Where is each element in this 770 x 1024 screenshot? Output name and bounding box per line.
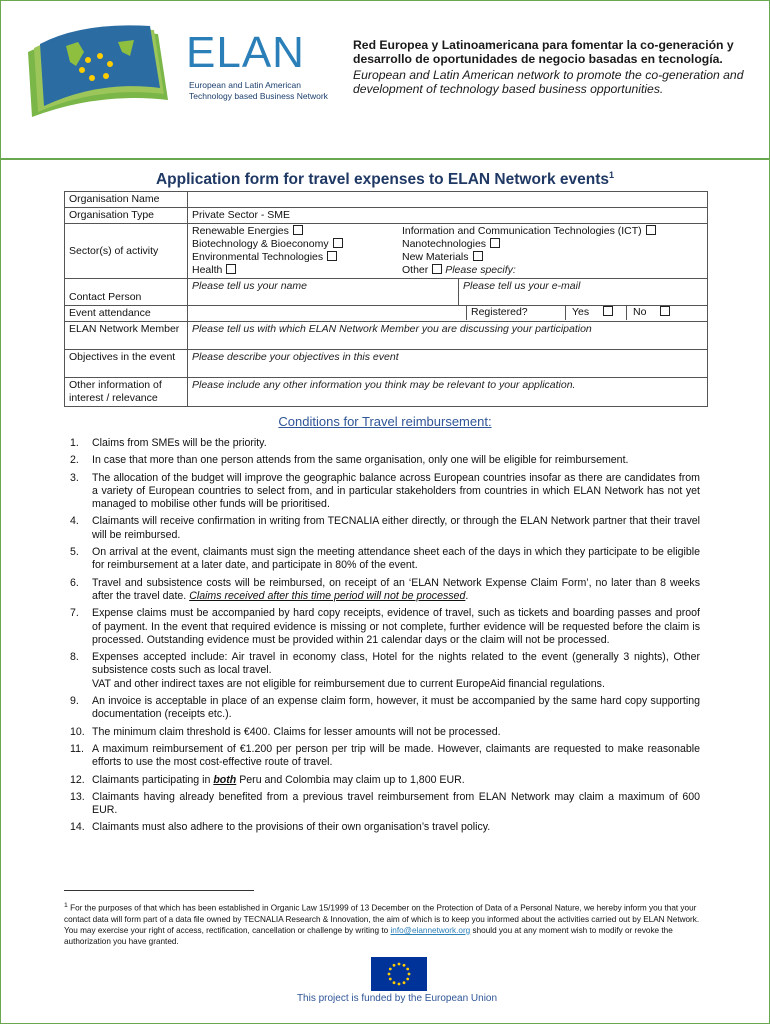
application-form — [64, 191, 708, 407]
conditions-list — [64, 437, 700, 839]
member-label: ELAN Network Member — [65, 322, 188, 350]
list-item: 2. In case that more than one person attends from the same organisation, only one will be eligible for reimbursement. — [70, 454, 629, 467]
contact-email-field[interactable]: Please tell us your e-mail — [459, 279, 708, 306]
org-name-field[interactable] — [188, 192, 708, 208]
registered-no[interactable]: No — [626, 306, 670, 320]
objectives-label: Objectives in the event — [65, 350, 188, 378]
tagline-english: European and Latin American network to promote the co-generation and development of technology based business opportunities. — [353, 68, 744, 96]
list-item: 1. Claims from SMEs will be the priority. — [70, 437, 267, 449]
conditions-title: Conditions for Travel reimbursement: — [278, 414, 492, 429]
contact-name-field[interactable]: Please tell us your name — [188, 279, 459, 306]
other-specify-hint: Please specify: — [445, 264, 516, 276]
event-attendance-label: Event attendance — [65, 306, 188, 322]
sector-options — [188, 224, 708, 279]
list-item: 10. The minimum claim threshold is €400. Claims for lesser amounts will not be processed. — [70, 725, 501, 738]
list-item: 11. A maximum reimbursement of €1.200 per person per trip will be made. However, claimants are requested to make reasonable efforts to use the most cost-effective route of travel. — [70, 742, 700, 769]
contact-label: Contact Person — [65, 279, 188, 306]
list-item: 9. An invoice is acceptable in place of an expense claim form, however, it must be accompanied by the same hard copy supporting documentation (receipts etc.). — [70, 695, 700, 721]
checkbox[interactable] — [603, 306, 613, 316]
brand-name: ELAN — [186, 28, 305, 77]
list-item: 3. The allocation of the budget will improve the geographic balance across European countries insofar as there are candidates from a variety of European countries to select from, and in particular stakeholders from countries in which ELAN Network has not yet managed to mobilise other funds will be prioritised. — [70, 471, 700, 511]
list-item: 5. On arrival at the event, claimants must sign the meeting attendance sheet each of the days in which they participate to be eligible for reimbursement at a later date, and participate in 80% of the event. — [70, 546, 700, 572]
footnote: $^1$ For the purposes of that which has been established in Organic Law 15/1999 of 13 December on the Protection of Data of a Personal Nature, we hereby inform you that your contact data will form part of a data file owned by TECNALIA Research & Innovation, the aim of which is to keep you informed about the activities carried out by ELAN Network. You may exercise your right of access, rectification, cancellation or challenge by writing to info@elannetwork.org should you at any moment wish to modify or revoke the authorization you have granted. — [64, 902, 700, 946]
funding-statement: This project is funded by the European Union — [296, 993, 498, 1004]
other-info-field[interactable]: Please include any other information you think may be relevant to your application. — [188, 378, 708, 407]
checkbox[interactable] — [293, 225, 303, 235]
header — [0, 0, 770, 160]
objectives-field[interactable]: Please describe your objectives in this event — [188, 350, 708, 378]
checkbox[interactable] — [333, 238, 343, 248]
registered-label: Registered? — [466, 306, 565, 320]
other-info-label: Other information of interest / relevance — [65, 378, 188, 407]
header-divider — [0, 158, 770, 160]
checkbox[interactable] — [490, 238, 500, 248]
sector-option[interactable]: Health — [192, 264, 402, 277]
org-type-value[interactable]: Private Sector - SME — [188, 208, 708, 224]
org-name-label: Organisation Name — [65, 192, 188, 208]
eu-flag-icon — [371, 957, 427, 991]
sector-option[interactable]: New Materials — [402, 251, 702, 264]
elan-logo — [18, 22, 178, 122]
page-title: Application form for travel expenses to ELAN Network events$^1$ — [155, 170, 615, 189]
sector-option[interactable]: Information and Communication Technologies (ICT) — [402, 225, 702, 238]
list-item: 14. Claimants must also adhere to the provisions of their own organisation’s travel policy. — [70, 821, 491, 834]
org-type-label: Organisation Type — [65, 208, 188, 224]
list-item: 6. Travel and subsistence costs will be reimbursed, on receipt of an ‘ELAN Network Expense Claim Form’, no later than 8 weeks after the travel date. Claims received after this time period will not be processed. — [70, 576, 700, 602]
sector-label: Sector(s) of activity — [65, 224, 188, 279]
member-field[interactable]: Please tell us with which ELAN Network Member you are discussing your participation — [188, 322, 708, 350]
event-attendance-row — [188, 306, 708, 322]
tagline-spanish: Red Europea y Latinoamericana para fomentar la co-generación y desarrollo de oportunidades de negocio basadas en tecnología. — [353, 38, 734, 66]
sector-option[interactable]: Other Please specify: — [402, 264, 516, 276]
checkbox[interactable] — [660, 306, 670, 316]
list-item: 13. Claimants having already benefited from a previous travel reimbursement from ELAN Network may claim a maximum of 600 EUR. — [70, 790, 700, 817]
footnote-rule — [64, 890, 254, 891]
checkbox[interactable] — [646, 225, 656, 235]
list-item: 12. Claimants participating in both Peru and Colombia may claim up to 1,800 EUR. — [70, 773, 465, 786]
list-item: 7. Expense claims must be accompanied by hard copy receipts, evidence of travel, such as tickets and boarding passes and proof of payment. In the event that required evidence is missing or not complete, further evidence will be requested before the claim is processed. Outstanding evidence must be provided within 21 calendar days or the claim will not be processed. — [70, 607, 700, 646]
checkbox[interactable] — [473, 251, 483, 261]
sector-option[interactable]: Environmental Technologies — [192, 251, 402, 264]
list-item: 8. Expenses accepted include: Air travel in economy class, Hotel for the nights related to the event (generally 3 nights), Other subsistence costs such as local travel. VAT and other indirect taxes are not eligible for reimbursement due to current EuropeAid financial regulations. — [70, 651, 700, 690]
checkbox[interactable] — [226, 264, 236, 274]
checkbox[interactable] — [432, 264, 442, 274]
sector-option[interactable]: Biotechnology & Bioeconomy — [192, 238, 402, 251]
list-item: 4. Claimants will receive confirmation in writing from TECNALIA either directly, or through the ELAN Network partner that their travel will be reimbursed. — [70, 515, 700, 541]
contact-email-link[interactable]: info@elannetwork.org — [390, 925, 471, 935]
sector-option[interactable]: Nanotechnologies — [402, 238, 702, 251]
brand-subtitle: European and Latin American Technology based Business Network — [189, 80, 328, 101]
checkbox[interactable] — [327, 251, 337, 261]
registered-yes[interactable]: Yes — [565, 306, 626, 320]
sector-option[interactable]: Renewable Energies — [192, 225, 402, 238]
